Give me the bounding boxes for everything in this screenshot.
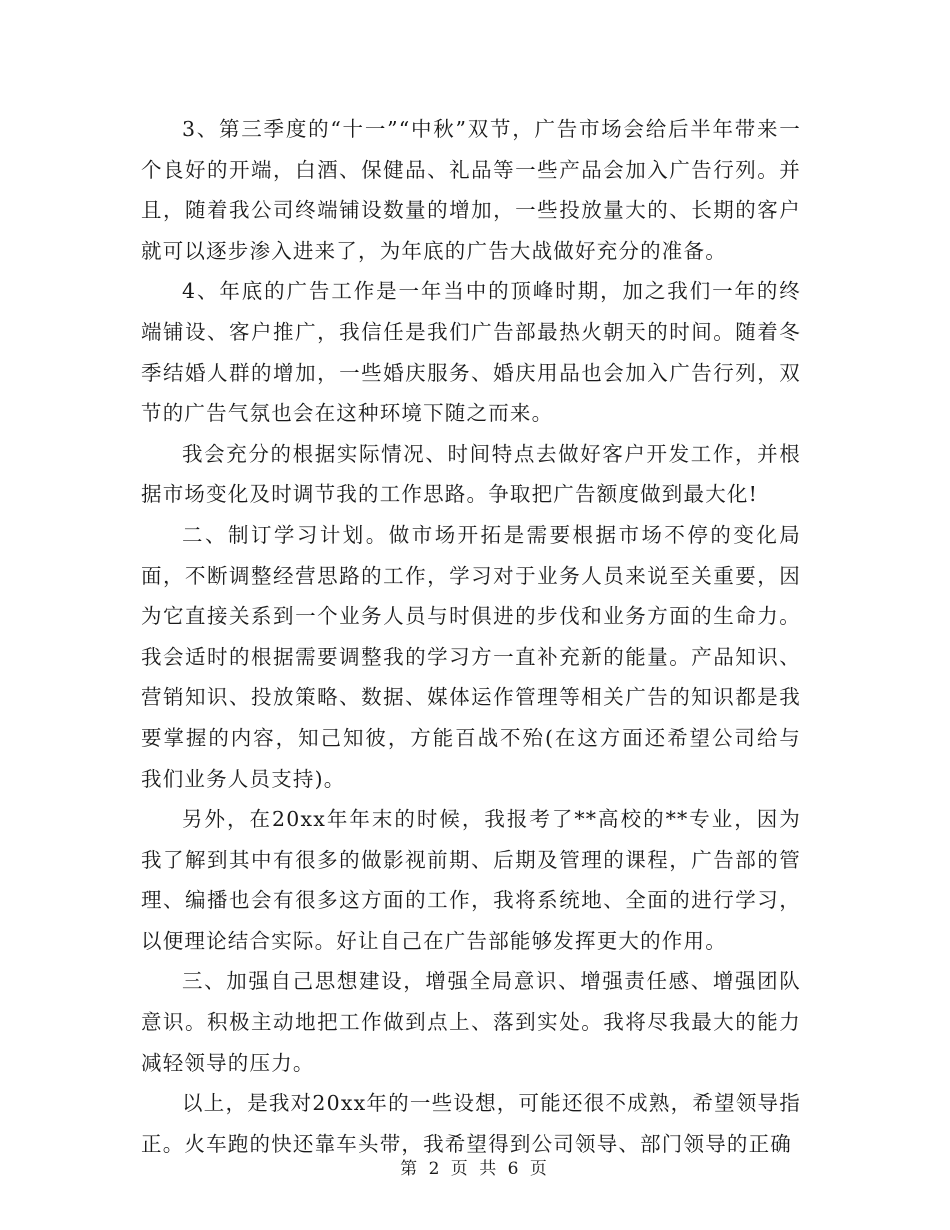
paragraph-ideology: 三、加强自己思想建设，增强全局意识、增强责任感、增强团队意识。积极主动地把工作做到点上、落到实处。我将尽我最大的能力减轻领导的压力。 — [141, 969, 801, 1075]
page-number: 第 2 页 共 6 页 — [400, 1159, 550, 1179]
paragraph-third-quarter: 3、第三季度的“十一”“中秋”双节，广告市场会给后半年带来一个良好的开端，白酒、保健品、礼品等一些产品会加入广告行列。并且，随着我公司终端铺设数量的增加，一些投放量大的、长期的客户就可以逐步渗入进来了，为年底的广告大战做好充分的准备。 — [141, 117, 801, 263]
paragraph-enrollment: 另外，在20xx年年末的时候，我报考了**高校的**专业，因为我了解到其中有很多的做影视前期、后期及管理的课程，广告部的管理、编播也会有很多这方面的工作，我将系统地、全面的进行学习，以便理论结合实际。好让自己在广告部能够发挥更大的作用。 — [141, 807, 801, 953]
paragraph-client-development: 我会充分的根据实际情况、时间特点去做好客户开发工作，并根据市场变化及时调节我的工作思路。争取把广告额度做到最大化! — [141, 441, 801, 507]
page-footer — [0, 1154, 950, 1179]
paragraph-study-plan: 二、制订学习计划。做市场开拓是需要根据市场不停的变化局面，不断调整经营思路的工作，学习对于业务人员来说至关重要，因为它直接关系到一个业务人员与时俱进的步伐和业务方面的生命力。我会适时的根据需要调整我的学习方一直补充新的能量。产品知识、营销知识、投放策略、数据、媒体运作管理等相关广告的知识都是我要掌握的内容，知己知彼，方能百战不殆(在这方面还希望公司给与我们业务人员支持)。 — [141, 522, 801, 791]
paragraph-conclusion: 以上，是我对20xx年的一些设想，可能还很不成熟，希望领导指正。火车跑的快还靠车头带，我希望得到公司领导、部门领导的正确 — [141, 1091, 801, 1156]
document-body — [141, 109, 801, 1164]
paragraph-year-end: 4、年底的广告工作是一年当中的顶峰时期，加之我们一年的终端铺设、客户推广，我信任是我们广告部最热火朝天的时间。随着冬季结婚人群的增加，一些婚庆服务、婚庆用品也会加入广告行列，双节的广告气氛也会在这种环境下随之而来。 — [141, 279, 801, 426]
